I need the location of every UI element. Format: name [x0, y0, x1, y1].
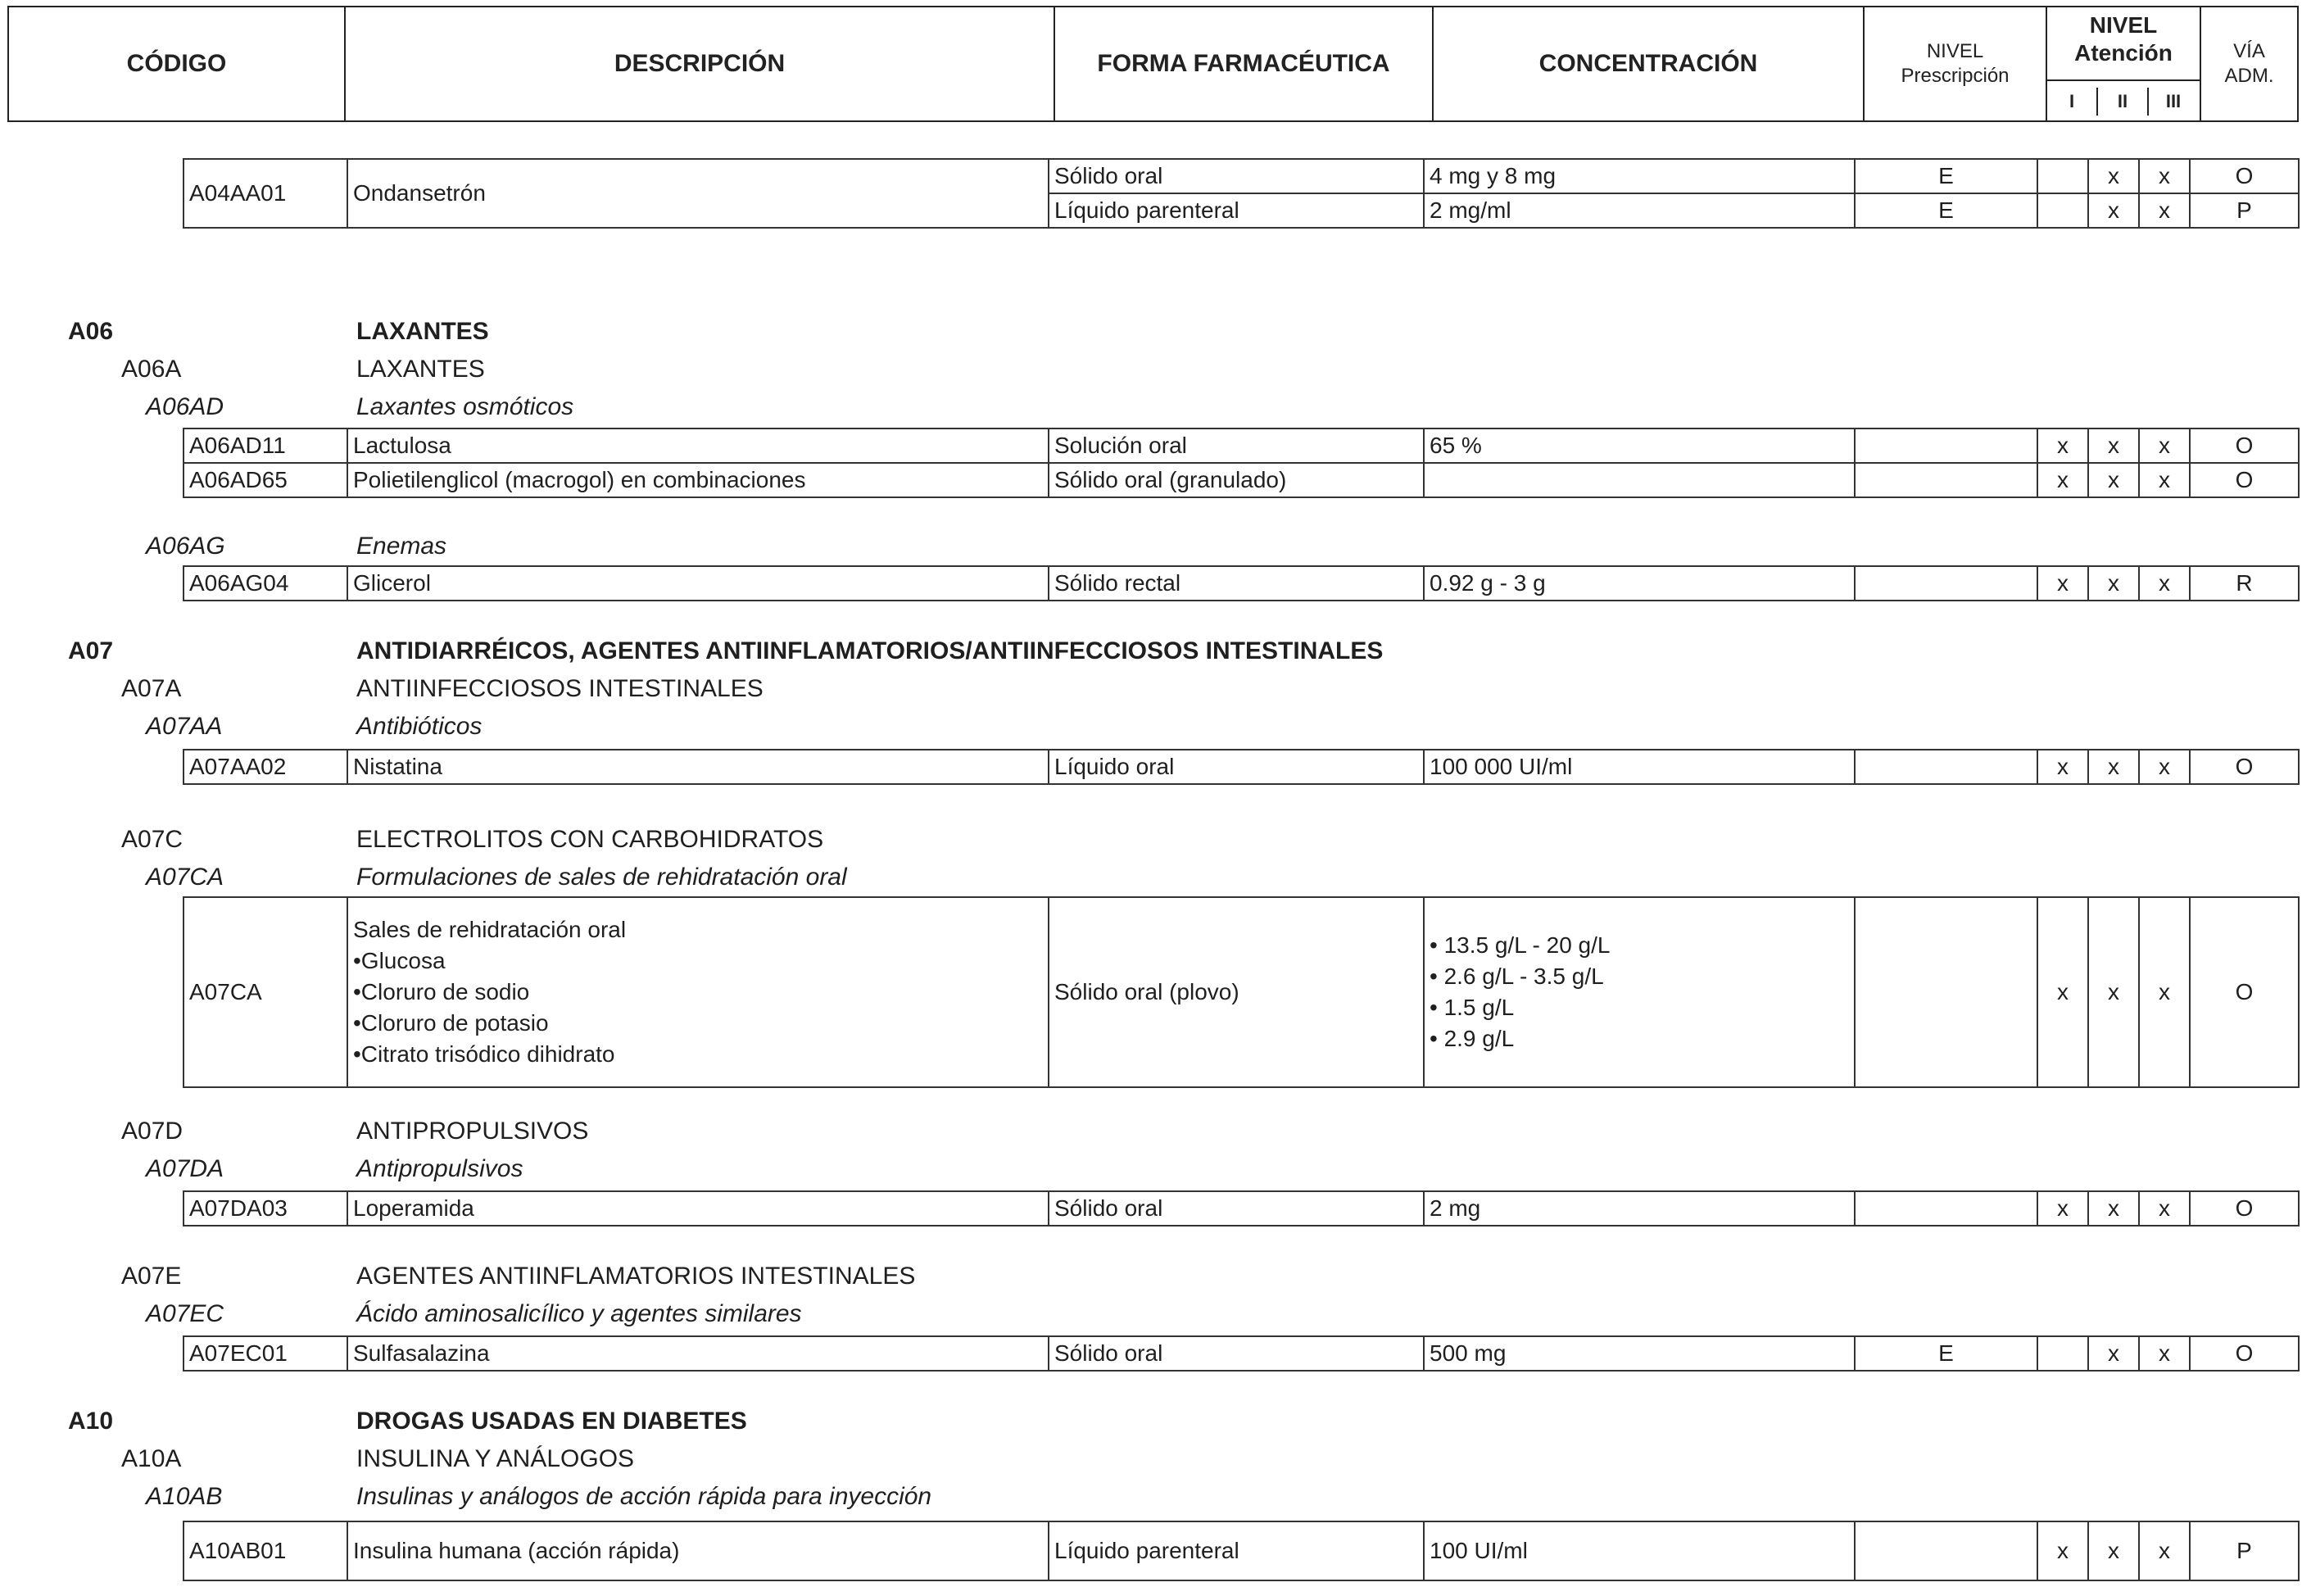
cell-n1	[2037, 1336, 2088, 1371]
header-via-2: ADM.	[2224, 65, 2274, 87]
table-row	[184, 1191, 2299, 1226]
section-code-a10a: A10A	[121, 1445, 182, 1472]
cell-n2: x	[2088, 193, 2139, 228]
cell-desc: Loperamida	[347, 1191, 1049, 1226]
cell-code: A07EC01	[184, 1336, 347, 1371]
cell-forma: Sólido oral	[1049, 159, 1424, 193]
section-name-a07aa: Antibióticos	[356, 713, 483, 740]
header-via	[2201, 7, 2297, 120]
cell-n1: x	[2037, 897, 2088, 1087]
cell-presc: E	[1855, 193, 2037, 228]
table-ondansetron	[183, 158, 2300, 229]
cell-via: O	[2190, 159, 2299, 193]
cell-desc: Lactulosa	[347, 428, 1049, 463]
cell-code: A07CA	[184, 897, 347, 1087]
cell-conc: 100 UI/ml	[1424, 1521, 1855, 1580]
cell-n3: x	[2139, 463, 2190, 497]
section-code-a07e: A07E	[121, 1263, 182, 1290]
section-code-a06ad: A06AD	[146, 393, 224, 420]
section-code-a07ca: A07CA	[146, 864, 224, 891]
cell-forma: Sólido oral (granulado)	[1049, 463, 1424, 497]
desc-line: •Glucosa	[353, 948, 446, 973]
section-name-a06ad: Laxantes osmóticos	[356, 393, 574, 420]
cell-n2: x	[2088, 1191, 2139, 1226]
table-row	[184, 159, 2299, 193]
section-code-a07d: A07D	[121, 1118, 184, 1145]
cell-presc	[1855, 750, 2037, 784]
table-a10ab	[183, 1521, 2300, 1581]
cell-n3: x	[2139, 193, 2190, 228]
cell-n3: x	[2139, 159, 2190, 193]
cell-n2: x	[2088, 1336, 2139, 1371]
cell-code: A07DA03	[184, 1191, 347, 1226]
cell-presc: E	[1855, 1336, 2037, 1371]
table-row	[184, 897, 2299, 1087]
cell-conc: 500 mg	[1424, 1336, 1855, 1371]
cell-n1: x	[2037, 566, 2088, 601]
cell-desc: Sulfasalazina	[347, 1336, 1049, 1371]
cell-forma: Líquido parenteral	[1049, 193, 1424, 228]
section-name-a07d: ANTIPROPULSIVOS	[356, 1118, 589, 1145]
cell-code: A06AD11	[184, 428, 347, 463]
header-nivel-atencion-2: Atención	[2074, 40, 2173, 66]
cell-n1	[2037, 159, 2088, 193]
cell-via: O	[2190, 463, 2299, 497]
table-row	[184, 566, 2299, 601]
cell-presc	[1855, 1521, 2037, 1580]
table-a07da	[183, 1190, 2300, 1226]
section-name-a07: ANTIDIARRÉICOS, AGENTES ANTIINFLAMATORIOS/ANTIINFECCIOSOS INTESTINALES	[356, 637, 1384, 664]
cell-via: O	[2190, 750, 2299, 784]
cell-conc	[1424, 463, 1855, 497]
desc-line: •Citrato trisódico dihidrato	[353, 1041, 615, 1067]
section-code-a07: A07	[68, 637, 114, 664]
cell-presc	[1855, 1191, 2037, 1226]
cell-forma: Sólido oral (plovo)	[1049, 897, 1424, 1087]
table-row	[184, 1336, 2299, 1371]
cell-presc	[1855, 463, 2037, 497]
cell-n3: x	[2139, 566, 2190, 601]
cell-forma: Líquido oral	[1049, 750, 1424, 784]
section-name-a10ab: Insulinas y análogos de acción rápida para inyección	[356, 1483, 932, 1510]
cell-n3: x	[2139, 1521, 2190, 1580]
section-code-a07ec: A07EC	[146, 1300, 224, 1327]
table-a06ad	[183, 428, 2300, 498]
cell-conc: 4 mg y 8 mg	[1424, 159, 1855, 193]
cell-n1: x	[2037, 1521, 2088, 1580]
cell-via: R	[2190, 566, 2299, 601]
cell-presc: E	[1855, 159, 2037, 193]
cell-n2: x	[2088, 159, 2139, 193]
header-descripcion: DESCRIPCIÓN	[346, 7, 1055, 120]
section-name-a07a: ANTIINFECCIOSOS INTESTINALES	[356, 675, 764, 702]
cell-n3: x	[2139, 428, 2190, 463]
cell-via: O	[2190, 1191, 2299, 1226]
section-code-a10ab: A10AB	[146, 1483, 223, 1510]
cell-code: A06AD65	[184, 463, 347, 497]
table-a07aa	[183, 749, 2300, 785]
section-code-a07a: A07A	[121, 675, 182, 702]
section-code-a07c: A07C	[121, 826, 184, 853]
cell-conc: 0.92 g - 3 g	[1424, 566, 1855, 601]
header-nivel-prescripcion-2: Prescripción	[1901, 65, 2010, 87]
desc-line: •Cloruro de potasio	[353, 1010, 549, 1036]
header-concentracion: CONCENTRACIÓN	[1434, 7, 1865, 120]
conc-line: • 2.9 g/L	[1430, 1026, 1515, 1051]
cell-via: O	[2190, 428, 2299, 463]
cell-presc	[1855, 428, 2037, 463]
cell-via: P	[2190, 1521, 2299, 1580]
desc-line: •Cloruro de sodio	[353, 979, 530, 1004]
section-name-a07c: ELECTROLITOS CON CARBOHIDRATOS	[356, 826, 824, 853]
header-nivel-atencion-1: NIVEL	[2089, 12, 2158, 38]
cell-forma: Sólido rectal	[1049, 566, 1424, 601]
header-nivel-atencion	[2047, 7, 2201, 120]
cell-n2: x	[2088, 463, 2139, 497]
cell-n1: x	[2037, 750, 2088, 784]
cell-n1	[2037, 193, 2088, 228]
section-code-a06a: A06A	[121, 356, 182, 383]
cell-conc: 2 mg	[1424, 1191, 1855, 1226]
header-nivel-ii: II	[2098, 88, 2149, 116]
header-nivel-iii: III	[2165, 91, 2182, 111]
cell-desc: Ondansetrón	[347, 159, 1049, 228]
section-name-a07da: Antipropulsivos	[356, 1155, 523, 1182]
cell-desc	[347, 897, 1049, 1087]
cell-code: A07AA02	[184, 750, 347, 784]
cell-n3: x	[2139, 1191, 2190, 1226]
section-name-a07e: AGENTES ANTIINFLAMATORIOS INTESTINALES	[356, 1263, 916, 1290]
cell-code: A04AA01	[184, 159, 347, 228]
cell-n3: x	[2139, 750, 2190, 784]
section-name-a07ca: Formulaciones de sales de rehidratación oral	[356, 864, 847, 891]
cell-desc: Nistatina	[347, 750, 1049, 784]
section-name-a10: DROGAS USADAS EN DIABETES	[356, 1408, 747, 1435]
cell-n2: x	[2088, 1521, 2139, 1580]
header-nivel-i: I	[2047, 88, 2098, 116]
cell-n3: x	[2139, 897, 2190, 1087]
section-code-a06ag: A06AG	[146, 533, 225, 560]
header-forma: FORMA FARMACÉUTICA	[1055, 7, 1434, 120]
cell-desc: Insulina humana (acción rápida)	[347, 1521, 1049, 1580]
header-nivel-prescripcion-1: NIVEL	[1926, 40, 1984, 62]
cell-forma: Solución oral	[1049, 428, 1424, 463]
cell-forma: Sólido oral	[1049, 1191, 1424, 1226]
section-code-a06: A06	[68, 318, 114, 345]
cell-forma: Sólido oral	[1049, 1336, 1424, 1371]
cell-n3: x	[2139, 1336, 2190, 1371]
header-nivel-prescripcion	[1865, 7, 2047, 120]
desc-line: Sales de rehidratación oral	[353, 917, 627, 942]
cell-via: O	[2190, 897, 2299, 1087]
cell-code: A10AB01	[184, 1521, 347, 1580]
section-name-a06: LAXANTES	[356, 318, 489, 345]
cell-n1: x	[2037, 1191, 2088, 1226]
cell-via: P	[2190, 193, 2299, 228]
conc-line: • 13.5 g/L - 20 g/L	[1430, 932, 1611, 958]
section-code-a10: A10	[68, 1408, 114, 1435]
cell-presc	[1855, 566, 2037, 601]
cell-code: A06AG04	[184, 566, 347, 601]
cell-n1: x	[2037, 463, 2088, 497]
section-name-a07ec: Ácido aminosalicílico y agentes similares	[356, 1300, 802, 1327]
cell-conc: 100 000 UI/ml	[1424, 750, 1855, 784]
cell-n2: x	[2088, 897, 2139, 1087]
section-name-a06ag: Enemas	[356, 533, 447, 560]
table-a07ca	[183, 896, 2300, 1088]
table-header	[7, 6, 2299, 122]
cell-presc	[1855, 897, 2037, 1087]
table-a07ec	[183, 1335, 2300, 1372]
cell-n2: x	[2088, 566, 2139, 601]
cell-n1: x	[2037, 428, 2088, 463]
cell-desc: Polietilenglicol (macrogol) en combinaciones	[347, 463, 1049, 497]
cell-n2: x	[2088, 750, 2139, 784]
header-codigo: CÓDIGO	[9, 7, 346, 120]
table-a06ag	[183, 565, 2300, 601]
conc-line: • 2.6 g/L - 3.5 g/L	[1430, 963, 1604, 989]
table-row	[184, 463, 2299, 497]
header-via-1: VÍA	[2233, 40, 2265, 62]
cell-conc: 2 mg/ml	[1424, 193, 1855, 228]
table-row	[184, 750, 2299, 784]
table-row	[184, 1521, 2299, 1580]
conc-line: • 1.5 g/L	[1430, 995, 1515, 1020]
section-name-a06a: LAXANTES	[356, 356, 485, 383]
table-row	[184, 428, 2299, 463]
section-code-a07aa: A07AA	[146, 713, 223, 740]
cell-desc: Glicerol	[347, 566, 1049, 601]
cell-conc: 65 %	[1424, 428, 1855, 463]
cell-n2: x	[2088, 428, 2139, 463]
section-code-a07da: A07DA	[146, 1155, 224, 1182]
cell-forma: Líquido parenteral	[1049, 1521, 1424, 1580]
section-name-a10a: INSULINA Y ANÁLOGOS	[356, 1445, 635, 1472]
cell-conc	[1424, 897, 1855, 1087]
cell-via: O	[2190, 1336, 2299, 1371]
